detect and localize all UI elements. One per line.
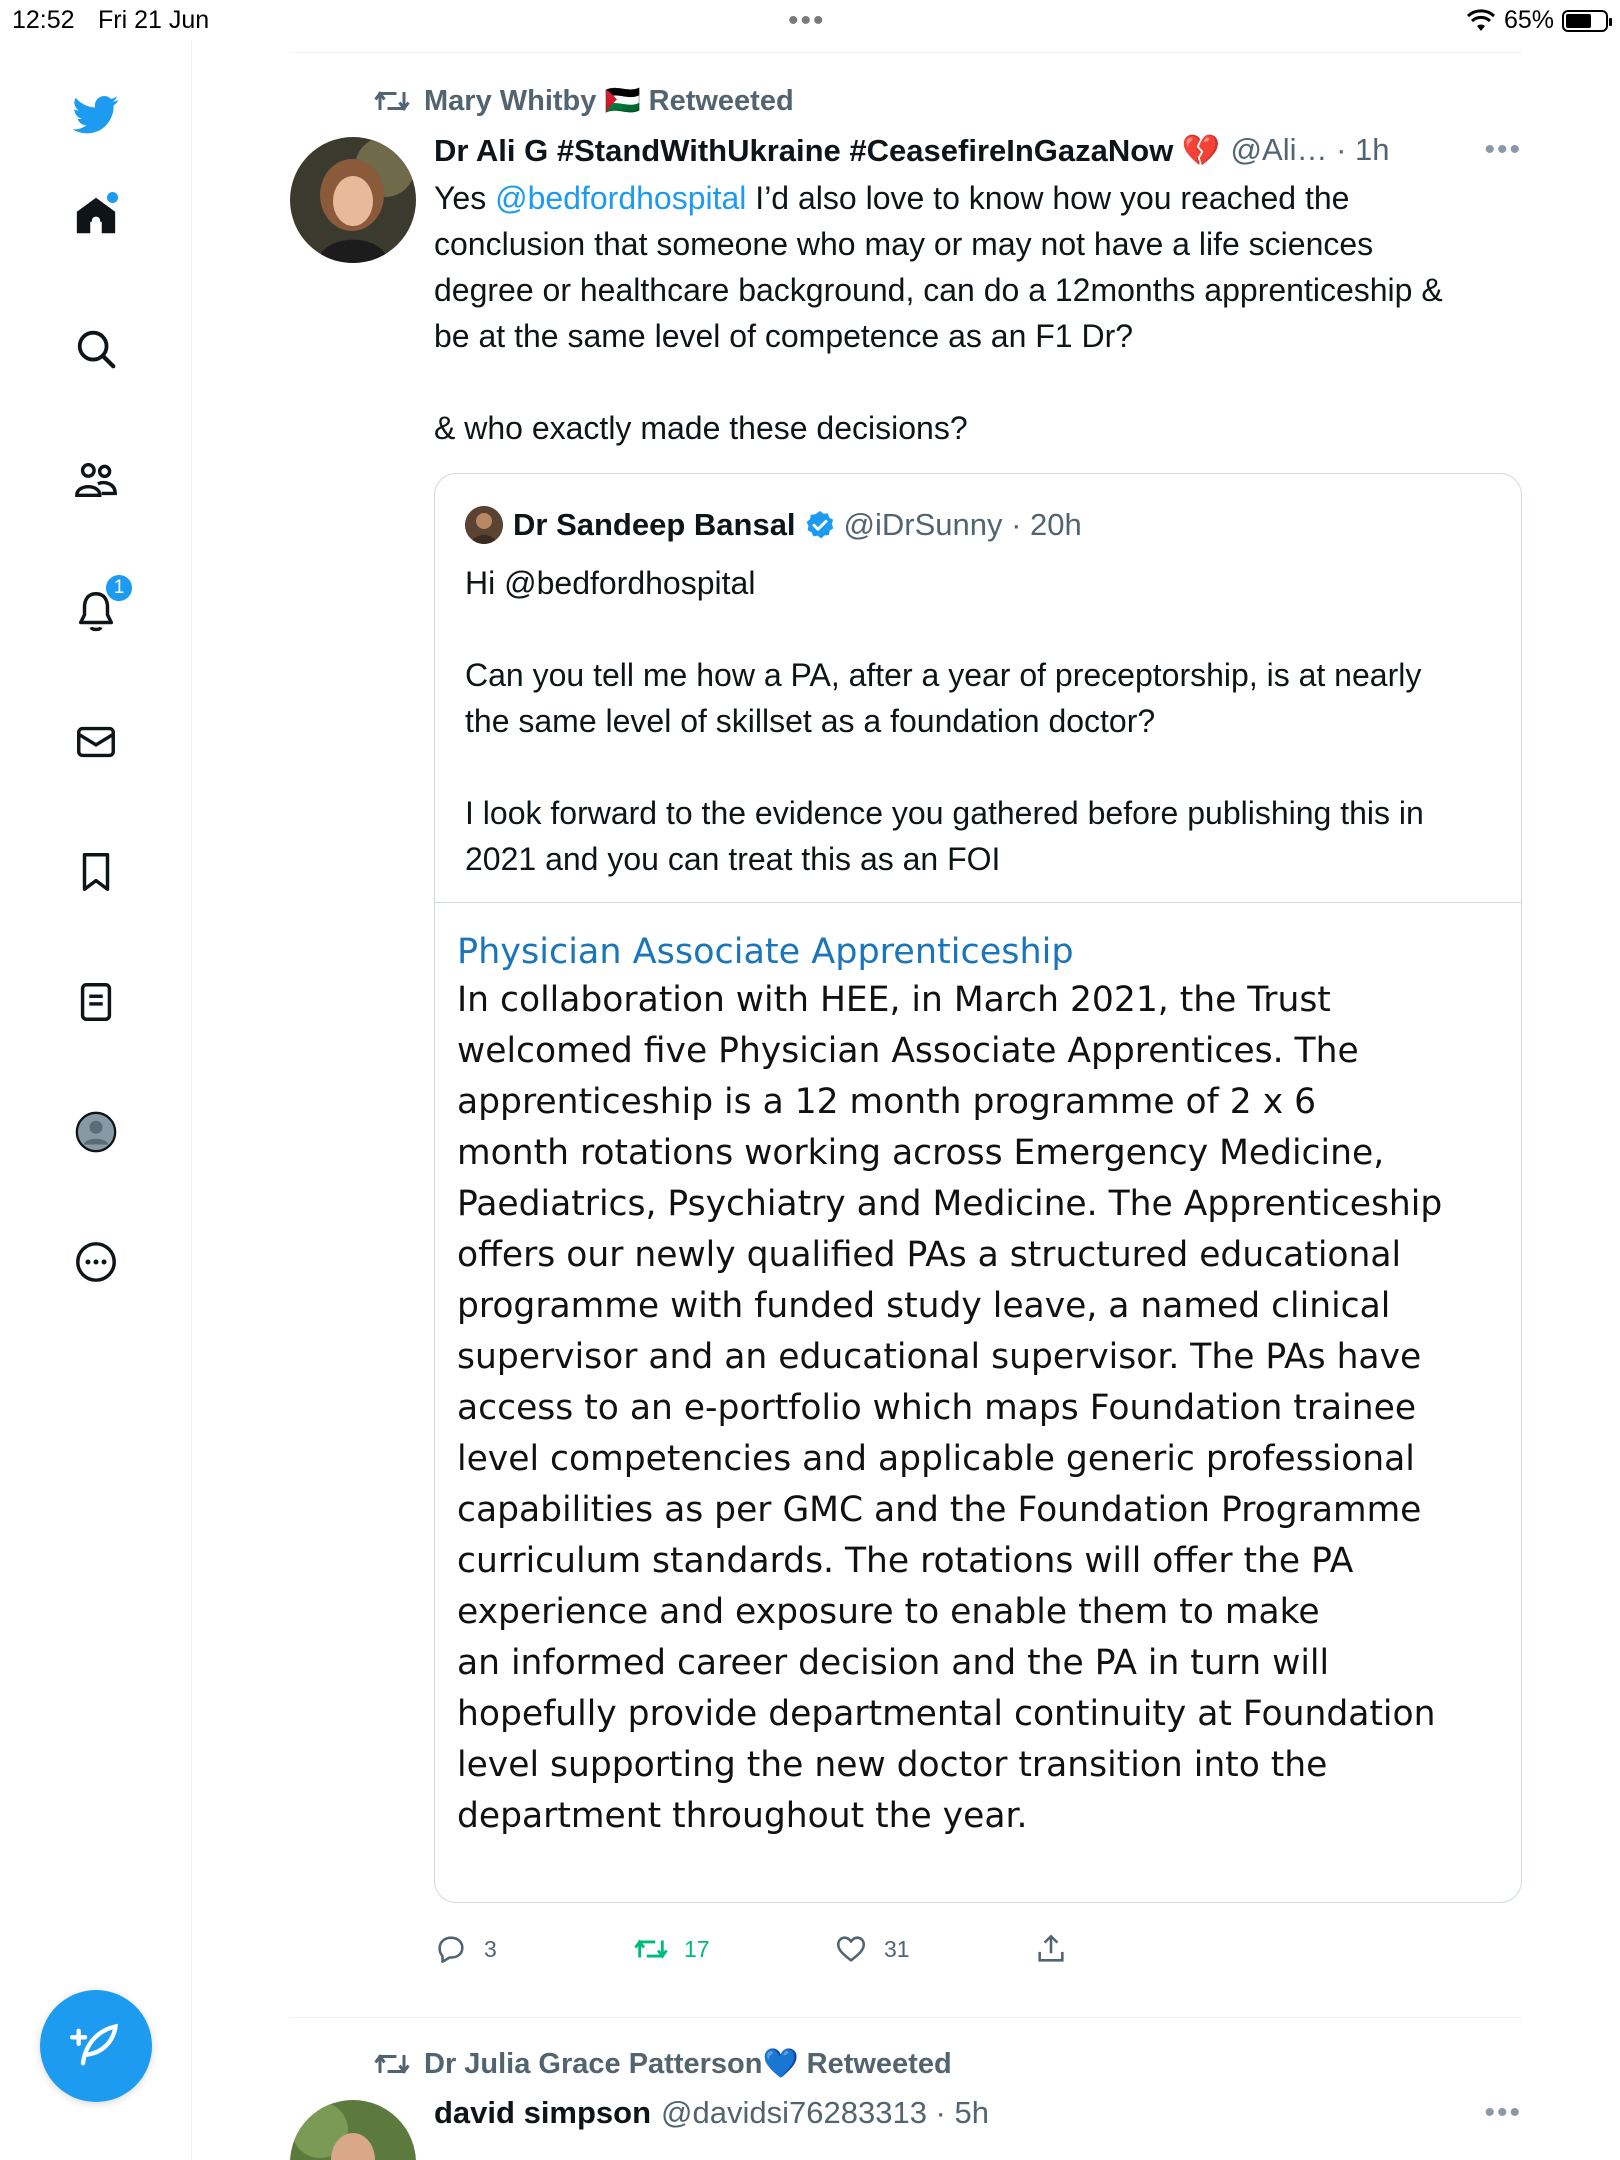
tweet-header bbox=[434, 125, 1522, 175]
retweet-context bbox=[290, 2040, 1522, 2088]
bookmarks-icon[interactable] bbox=[70, 846, 122, 898]
tweet-content bbox=[434, 125, 1522, 1989]
tweet-actions bbox=[434, 1909, 1522, 1989]
quoted-tweet-text: Hi @bedfordhospital Can you tell me how a PA, after a year of preceptorship, is at nearly the same level of skillset as a foundation doctor? I look forward to the evidence you gathered before publishing this in 2021 and you can treat this as an FOI bbox=[465, 565, 1424, 877]
multitasking-dots-icon[interactable]: ••• bbox=[788, 4, 826, 37]
quoted-tweet[interactable] bbox=[434, 473, 1522, 1903]
status-date: Fri 21 Jun bbox=[98, 6, 210, 34]
verified-badge-icon bbox=[804, 509, 836, 541]
image-text-line: supervisor and an educational supervisor. The PAs have bbox=[457, 1337, 1422, 1377]
battery-percent: 65% bbox=[1503, 6, 1554, 34]
tweet-header bbox=[434, 2088, 1522, 2138]
quoted-avatar[interactable] bbox=[465, 506, 503, 544]
messages-icon[interactable] bbox=[70, 716, 122, 768]
tweet[interactable] bbox=[290, 53, 1522, 1989]
lists-icon[interactable] bbox=[70, 976, 122, 1028]
image-text-line: an informed career decision and the PA in turn will bbox=[457, 1643, 1330, 1683]
image-text-line: offers our newly qualified PAs a structured educational bbox=[457, 1235, 1402, 1275]
image-text-line: curriculum standards. The rotations will offer the PA bbox=[457, 1541, 1354, 1581]
image-text-line: level competencies and applicable generic professional bbox=[457, 1439, 1415, 1479]
communities-icon[interactable] bbox=[70, 454, 122, 506]
image-text-line: welcomed five Physician Associate Apprentices. The bbox=[457, 1031, 1359, 1071]
retweet-icon bbox=[374, 2049, 410, 2079]
image-text-line: access to an e-portfolio which maps Foundation trainee bbox=[457, 1388, 1417, 1428]
heart-icon bbox=[834, 1932, 868, 1966]
retweeted-by[interactable]: Dr Julia Grace Patterson💙 Retweeted bbox=[424, 2048, 952, 2080]
share-icon bbox=[1034, 1932, 1068, 1966]
author-handle[interactable]: @Ali… · 1h bbox=[1230, 132, 1390, 167]
avatar[interactable] bbox=[290, 2100, 416, 2160]
timeline bbox=[290, 52, 1522, 2138]
image-text-line: department throughout the year. bbox=[457, 1796, 1028, 1836]
mention-link[interactable]: @bedfordhospital bbox=[495, 180, 747, 216]
status-right bbox=[1466, 6, 1608, 35]
retweet-icon bbox=[634, 1932, 668, 1966]
notifications-badge: 1 bbox=[104, 573, 134, 603]
quoted-tweet-header bbox=[465, 498, 1491, 552]
image-text-line: capabilities as per GMC and the Foundation Programme bbox=[457, 1490, 1422, 1530]
tweet-content bbox=[434, 2088, 1522, 2138]
avatar[interactable] bbox=[290, 137, 416, 263]
retweet-button[interactable] bbox=[634, 1932, 834, 1966]
more-options-icon[interactable]: ••• bbox=[1484, 2096, 1522, 2129]
notifications-icon[interactable] bbox=[70, 577, 125, 637]
image-text-line: programme with funded study leave, a named clinical bbox=[457, 1286, 1391, 1326]
tweet-text-prefix: Yes bbox=[434, 180, 496, 216]
reply-count: 3 bbox=[484, 1935, 497, 1962]
image-text-line: Paediatrics, Psychiatry and Medicine. The Apprenticeship bbox=[457, 1184, 1443, 1224]
quoted-media-image[interactable] bbox=[435, 902, 1521, 1902]
reply-button[interactable] bbox=[434, 1932, 634, 1966]
retweeted-by[interactable]: Mary Whitby 🇵🇸 Retweeted bbox=[424, 85, 794, 117]
retweet-context bbox=[290, 77, 1522, 125]
profile-icon[interactable] bbox=[70, 1106, 122, 1158]
like-button[interactable] bbox=[834, 1932, 1034, 1966]
quoted-author-handle[interactable]: @iDrSunny · 20h bbox=[843, 507, 1082, 542]
image-text-line: In collaboration with HEE, in March 2021, the Trust bbox=[457, 980, 1331, 1020]
share-button[interactable] bbox=[1034, 1932, 1234, 1966]
image-text-line: level supporting the new doctor transition into the bbox=[457, 1745, 1328, 1785]
image-text-line: month rotations working across Emergency Medicine, bbox=[457, 1133, 1385, 1173]
status-bar bbox=[0, 0, 1620, 40]
image-title: Physician Associate Apprenticeship bbox=[457, 932, 1074, 972]
compose-tweet-icon bbox=[70, 2020, 122, 2072]
status-time: 12:52 bbox=[12, 6, 75, 34]
image-text bbox=[457, 975, 1499, 1842]
image-text-line: experience and exposure to enable them to make bbox=[457, 1592, 1320, 1632]
more-options-icon[interactable]: ••• bbox=[1484, 133, 1522, 166]
retweet-icon bbox=[374, 86, 410, 116]
author-handle[interactable]: @davidsi76283313 · 5h bbox=[661, 2095, 989, 2130]
home-icon[interactable] bbox=[70, 190, 122, 242]
retweet-count: 17 bbox=[684, 1935, 710, 1962]
home-new-dot bbox=[107, 192, 118, 203]
tweet-text bbox=[434, 175, 1522, 451]
more-icon[interactable] bbox=[70, 1236, 122, 1288]
image-text-line: hopefully provide departmental continuity at Foundation bbox=[457, 1694, 1436, 1734]
twitter-bird-icon[interactable] bbox=[70, 88, 122, 140]
battery-icon bbox=[1562, 10, 1608, 32]
quoted-author-name[interactable]: Dr Sandeep Bansal bbox=[513, 507, 796, 542]
author-name[interactable]: david simpson bbox=[434, 2095, 652, 2130]
reply-icon bbox=[434, 1932, 468, 1966]
search-icon[interactable] bbox=[70, 323, 122, 375]
tweet-text-rest: I’d also love to know how you reached the conclusion that someone who may or may not have a life sciences degree or healthcare background, can do a 12months apprenticeship & be at the same level of competence as an F1 Dr? & who exactly made these decisions? bbox=[434, 180, 1443, 446]
author-name[interactable]: Dr Ali G #StandWithUkraine #CeasefireInGazaNow 💔 bbox=[434, 132, 1221, 168]
wifi-icon bbox=[1466, 9, 1496, 33]
image-text-line: apprenticeship is a 12 month programme of 2 x 6 bbox=[457, 1082, 1317, 1122]
tweet[interactable] bbox=[290, 2018, 1522, 2138]
like-count: 31 bbox=[884, 1935, 910, 1962]
compose-tweet-button[interactable] bbox=[40, 1990, 152, 2102]
sidebar-nav bbox=[0, 40, 192, 2160]
